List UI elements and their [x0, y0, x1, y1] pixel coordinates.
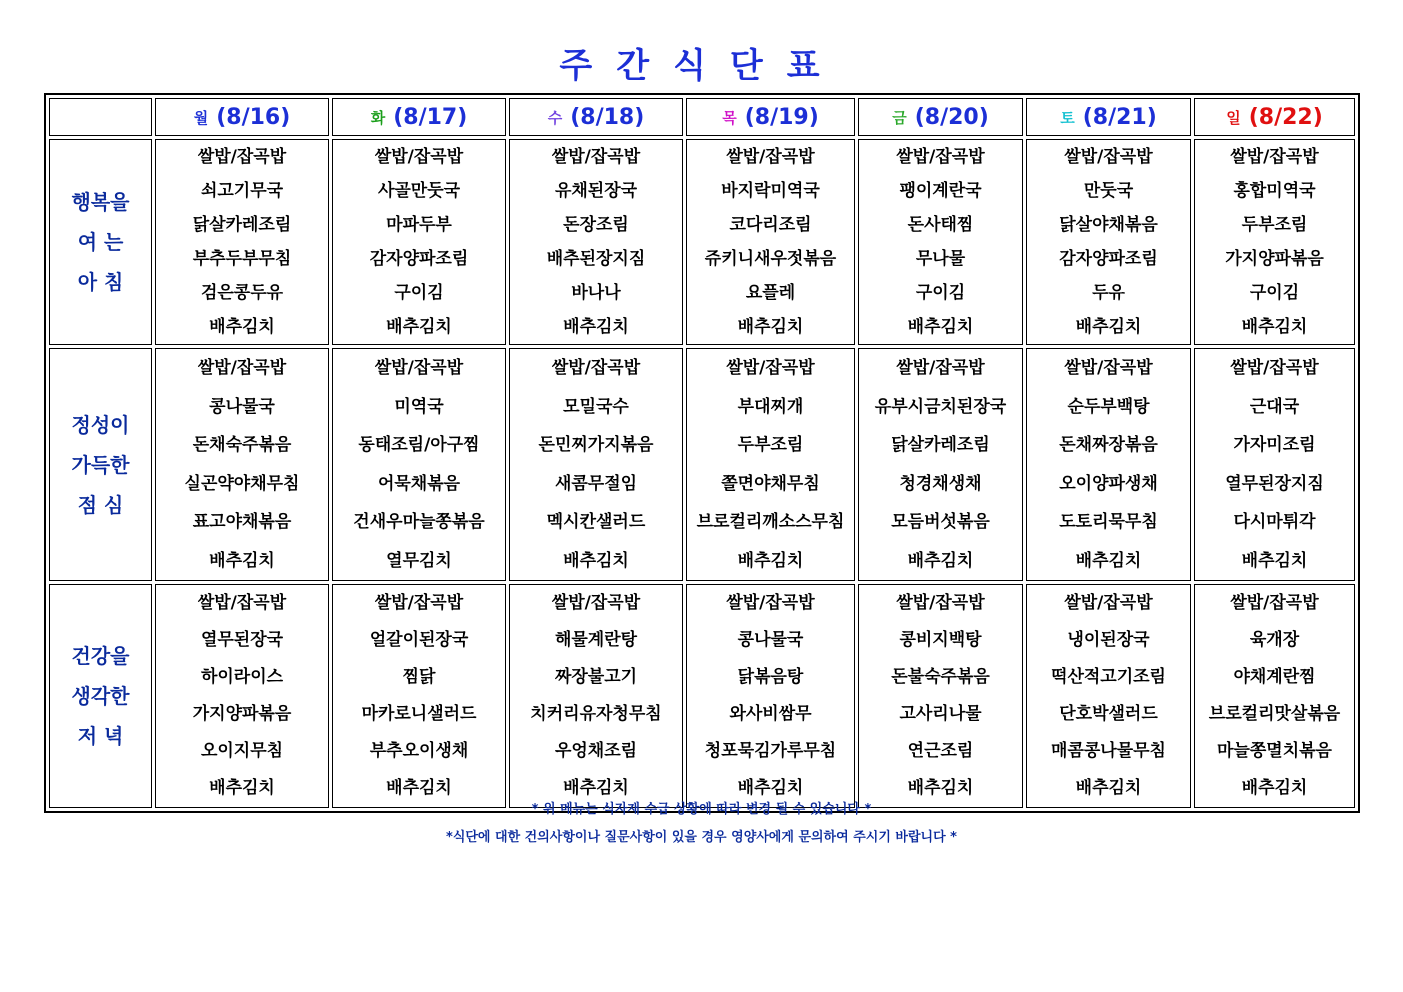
menu-item: 쌀밥/잡곡밥 — [374, 147, 464, 167]
weekly-menu-table — [44, 93, 1360, 813]
menu-item: 쌀밥/잡곡밥 — [197, 147, 287, 167]
menu-item: 모밀국수 — [563, 396, 629, 417]
menu-item: 홍합미역국 — [1233, 181, 1316, 201]
menu-item: 유부시금치된장국 — [874, 396, 1007, 417]
menu-item: 쌀밥/잡곡밥 — [551, 358, 641, 378]
menu-cell — [1026, 139, 1191, 345]
menu-item: 쌀밥/잡곡밥 — [726, 358, 815, 378]
menu-item: 쌀밥/잡곡밥 — [896, 593, 985, 613]
menu-item: 건새우마늘쫑볶음 — [353, 512, 485, 532]
menu-item: 짜장불고기 — [554, 667, 638, 687]
menu-item: 쌀밥/잡곡밥 — [726, 593, 815, 613]
notice-line-1: * 위 메뉴는 식자재 수급 상황에 따라 변경 될 수 있습니다 * — [531, 802, 872, 817]
menu-item: 어묵채볶음 — [377, 473, 461, 494]
menu-item: 우엉채조림 — [554, 741, 638, 761]
day-badge: 금 — [892, 109, 907, 127]
menu-item: 표고야채볶음 — [192, 512, 292, 532]
menu-item: 돈채숙주볶음 — [192, 435, 292, 455]
menu-item: 가지양파볶음 — [1225, 249, 1324, 269]
menu-item: 부대찌개 — [737, 396, 804, 417]
meal-label-lunch — [49, 348, 152, 581]
menu-item: 콩비지백탕 — [899, 630, 982, 650]
menu-item: 사골만둣국 — [377, 181, 461, 201]
meal-label-line: 아 침 — [77, 270, 124, 294]
menu-item: 실곤약야채무침 — [184, 473, 300, 494]
meal-label-breakfast — [49, 139, 152, 345]
menu-item: 배추김치 — [907, 317, 974, 337]
breakfast-row — [49, 139, 1355, 345]
menu-item: 육개장 — [1249, 630, 1300, 650]
day-date: (8/16) — [216, 104, 291, 130]
day-header-wed — [509, 98, 683, 136]
page-title: 주간식단표 — [559, 46, 844, 86]
menu-item: 쌀밥/잡곡밥 — [374, 358, 464, 378]
menu-item: 돈장조림 — [563, 215, 629, 235]
menu-item: 배추김치 — [209, 550, 275, 571]
menu-item: 닭볶음탕 — [737, 667, 804, 687]
menu-item: 두부조림 — [737, 435, 804, 455]
menu-item: 열무된장국 — [200, 630, 284, 650]
menu-cell — [1026, 348, 1191, 581]
menu-item: 코다리조림 — [729, 215, 812, 235]
menu-item: 배추김치 — [1241, 778, 1308, 798]
menu-item: 브로컬리깨소스무침 — [696, 512, 845, 532]
menu-item: 돈불숙주볶음 — [891, 667, 990, 687]
day-date: (8/18) — [570, 104, 645, 130]
menu-cell — [155, 584, 329, 808]
menu-item: 마늘쫑멸치볶음 — [1217, 741, 1332, 761]
menu-cell — [686, 139, 855, 345]
menu-item: 쌀밥/잡곡밥 — [1230, 147, 1319, 167]
menu-item: 쌀밥/잡곡밥 — [896, 147, 985, 167]
menu-item: 닭살야채볶음 — [1059, 215, 1158, 235]
menu-cell — [332, 584, 506, 808]
menu-item: 배추김치 — [563, 550, 629, 571]
menu-item: 닭살카레조림 — [192, 215, 292, 235]
meal-label-line: 생각한 — [71, 684, 130, 708]
menu-item: 마카로니샐러드 — [361, 704, 477, 724]
menu-item: 바지락미역국 — [721, 181, 820, 201]
menu-item: 배추김치 — [1241, 550, 1308, 571]
meal-label-dinner — [49, 584, 152, 808]
menu-item: 오이지무침 — [200, 741, 284, 761]
menu-item: 쇠고기무국 — [200, 181, 284, 201]
lunch-row — [49, 348, 1355, 581]
notice-line-2: *식단에 대한 건의사항이나 질문사항이 있을 경우 영양사에게 문의하여 주시기 바랍니다 * — [446, 830, 957, 845]
day-badge: 일 — [1226, 109, 1241, 127]
header-row — [49, 98, 1355, 136]
menu-item: 쌀밥/잡곡밥 — [197, 358, 287, 378]
menu-item: 브로컬리맛살볶음 — [1208, 704, 1341, 724]
menu-item: 도토리묵무침 — [1059, 512, 1158, 532]
menu-item: 배추김치 — [563, 778, 629, 798]
meal-label-line: 점 심 — [77, 492, 124, 517]
menu-item: 열무된장지짐 — [1225, 473, 1324, 494]
day-header-thu — [686, 98, 855, 136]
menu-item: 배추김치 — [737, 778, 804, 798]
menu-item: 쌀밥/잡곡밥 — [374, 593, 464, 613]
menu-item: 요플레 — [745, 283, 796, 303]
menu-cell — [155, 139, 329, 345]
menu-item: 쌀밥/잡곡밥 — [551, 593, 641, 613]
meal-label-line: 가득한 — [71, 452, 130, 477]
menu-item: 쥬키니새우젓볶음 — [704, 249, 837, 269]
day-header-sun — [1194, 98, 1355, 136]
menu-item: 청포묵김가루무침 — [704, 741, 837, 761]
menu-item: 배추김치 — [209, 778, 275, 798]
menu-item: 쌀밥/잡곡밥 — [1064, 147, 1153, 167]
menu-item: 배추김치 — [386, 317, 452, 337]
day-date: (8/21) — [1082, 104, 1157, 130]
menu-item: 치커리유자청무침 — [530, 704, 662, 724]
menu-item: 냉이된장국 — [1067, 630, 1150, 650]
menu-item: 배추김치 — [1075, 778, 1142, 798]
menu-cell — [1194, 139, 1355, 345]
day-date: (8/22) — [1248, 104, 1323, 130]
menu-item: 새콤무절임 — [554, 473, 638, 494]
meal-label-line: 건강을 — [71, 644, 130, 668]
menu-cell — [1194, 584, 1355, 808]
menu-item: 부추두부무침 — [192, 249, 292, 269]
menu-item: 쌀밥/잡곡밥 — [726, 147, 815, 167]
menu-item: 야채계란찜 — [1233, 667, 1316, 687]
menu-item: 오이양파생채 — [1059, 473, 1158, 494]
menu-item: 배추김치 — [563, 317, 629, 337]
menu-item: 두유 — [1092, 283, 1125, 303]
menu-item: 배추김치 — [386, 778, 452, 798]
menu-item: 얼갈이된장국 — [369, 630, 469, 650]
menu-item: 돈사태찜 — [907, 215, 974, 235]
day-badge: 목 — [722, 109, 737, 127]
menu-item: 구이김 — [915, 283, 966, 303]
menu-item: 배추김치 — [209, 317, 275, 337]
menu-item: 고사리나물 — [899, 704, 982, 724]
menu-cell — [1194, 348, 1355, 581]
meal-label-line: 행복을 — [71, 190, 130, 214]
menu-item: 콩나물국 — [209, 396, 275, 417]
menu-item: 콩나물국 — [737, 630, 804, 650]
menu-item: 쫄면야채무침 — [721, 473, 820, 494]
menu-item: 가지양파볶음 — [192, 704, 292, 724]
meal-label-line: 여 는 — [77, 230, 124, 254]
menu-item: 떡산적고기조림 — [1051, 667, 1166, 687]
menu-item: 쌀밥/잡곡밥 — [896, 358, 985, 378]
menu-cell — [858, 348, 1023, 581]
day-badge: 화 — [370, 109, 386, 127]
menu-item: 근대국 — [1249, 396, 1300, 417]
day-badge: 토 — [1060, 109, 1075, 127]
menu-item: 부추오이생채 — [369, 741, 469, 761]
menu-item: 와사비쌈무 — [729, 704, 812, 724]
menu-item: 쌀밥/잡곡밥 — [1230, 593, 1319, 613]
menu-item: 멕시칸샐러드 — [546, 512, 646, 532]
menu-item: 검은콩두유 — [200, 283, 284, 303]
menu-cell — [509, 139, 683, 345]
menu-cell — [686, 584, 855, 808]
menu-item: 미역국 — [394, 396, 444, 417]
menu-item: 배추김치 — [737, 550, 804, 571]
menu-item: 배추김치 — [907, 778, 974, 798]
menu-item: 쌀밥/잡곡밥 — [197, 593, 287, 613]
menu-item: 만둣국 — [1083, 181, 1134, 201]
menu-item: 구이김 — [394, 283, 444, 303]
menu-item: 돈채짜장볶음 — [1059, 435, 1158, 455]
menu-cell — [332, 139, 506, 345]
menu-item: 감자양파조림 — [1059, 249, 1158, 269]
menu-item: 감자양파조림 — [369, 249, 469, 269]
day-badge: 수 — [547, 109, 563, 127]
day-badge: 월 — [193, 109, 209, 127]
menu-cell — [1026, 584, 1191, 808]
day-date: (8/17) — [393, 104, 468, 130]
meal-label-line: 저 녁 — [77, 724, 124, 748]
menu-item: 무나물 — [915, 249, 966, 269]
menu-item: 동태조림/아구찜 — [358, 435, 480, 455]
day-header-fri — [858, 98, 1023, 136]
menu-cell — [332, 348, 506, 581]
menu-item: 하이라이스 — [200, 667, 284, 687]
menu-item: 배추김치 — [1075, 550, 1142, 571]
menu-item: 청경채생채 — [899, 473, 982, 494]
menu-item: 닭살카레조림 — [891, 435, 990, 455]
menu-item: 쌀밥/잡곡밥 — [1064, 593, 1153, 613]
dinner-row — [49, 584, 1355, 808]
menu-item: 연근조림 — [907, 741, 974, 761]
day-header-mon — [155, 98, 329, 136]
menu-item: 돈민찌가지볶음 — [538, 435, 654, 455]
menu-item: 쌀밥/잡곡밥 — [551, 147, 641, 167]
menu-item: 구이김 — [1249, 283, 1300, 303]
menu-item: 팽이계란국 — [899, 181, 982, 201]
menu-item: 쌀밥/잡곡밥 — [1064, 358, 1153, 378]
menu-item: 배추된장지짐 — [546, 249, 646, 269]
menu-item: 쌀밥/잡곡밥 — [1230, 358, 1319, 378]
menu-item: 해물계란탕 — [554, 630, 638, 650]
menu-item: 열무김치 — [386, 550, 452, 571]
menu-item: 모듬버섯볶음 — [891, 512, 990, 532]
day-date: (8/20) — [914, 104, 989, 130]
menu-item: 배추김치 — [737, 317, 804, 337]
menu-item: 찜닭 — [402, 667, 436, 687]
meal-label-line: 정성이 — [71, 412, 130, 437]
day-header-sat — [1026, 98, 1191, 136]
menu-cell — [509, 348, 683, 581]
day-header-tue — [332, 98, 506, 136]
day-date: (8/19) — [744, 104, 819, 130]
menu-item: 배추김치 — [1241, 317, 1308, 337]
menu-item: 배추김치 — [907, 550, 974, 571]
menu-item: 단호박샐러드 — [1059, 704, 1158, 724]
menu-cell — [509, 584, 683, 808]
menu-item: 순두부백탕 — [1067, 396, 1150, 417]
menu-item: 마파두부 — [386, 215, 452, 235]
menu-item: 바나나 — [571, 283, 621, 303]
menu-item: 유채된장국 — [554, 181, 638, 201]
menu-item: 매콤콩나물무침 — [1051, 741, 1166, 761]
menu-item: 배추김치 — [1075, 317, 1142, 337]
menu-cell — [858, 584, 1023, 808]
corner-cell — [49, 98, 152, 136]
menu-cell — [858, 139, 1023, 345]
menu-cell — [686, 348, 855, 581]
menu-item: 두부조림 — [1241, 215, 1308, 235]
menu-item: 다시마튀각 — [1233, 512, 1316, 532]
menu-cell — [155, 348, 329, 581]
menu-item: 가자미조림 — [1233, 435, 1316, 455]
